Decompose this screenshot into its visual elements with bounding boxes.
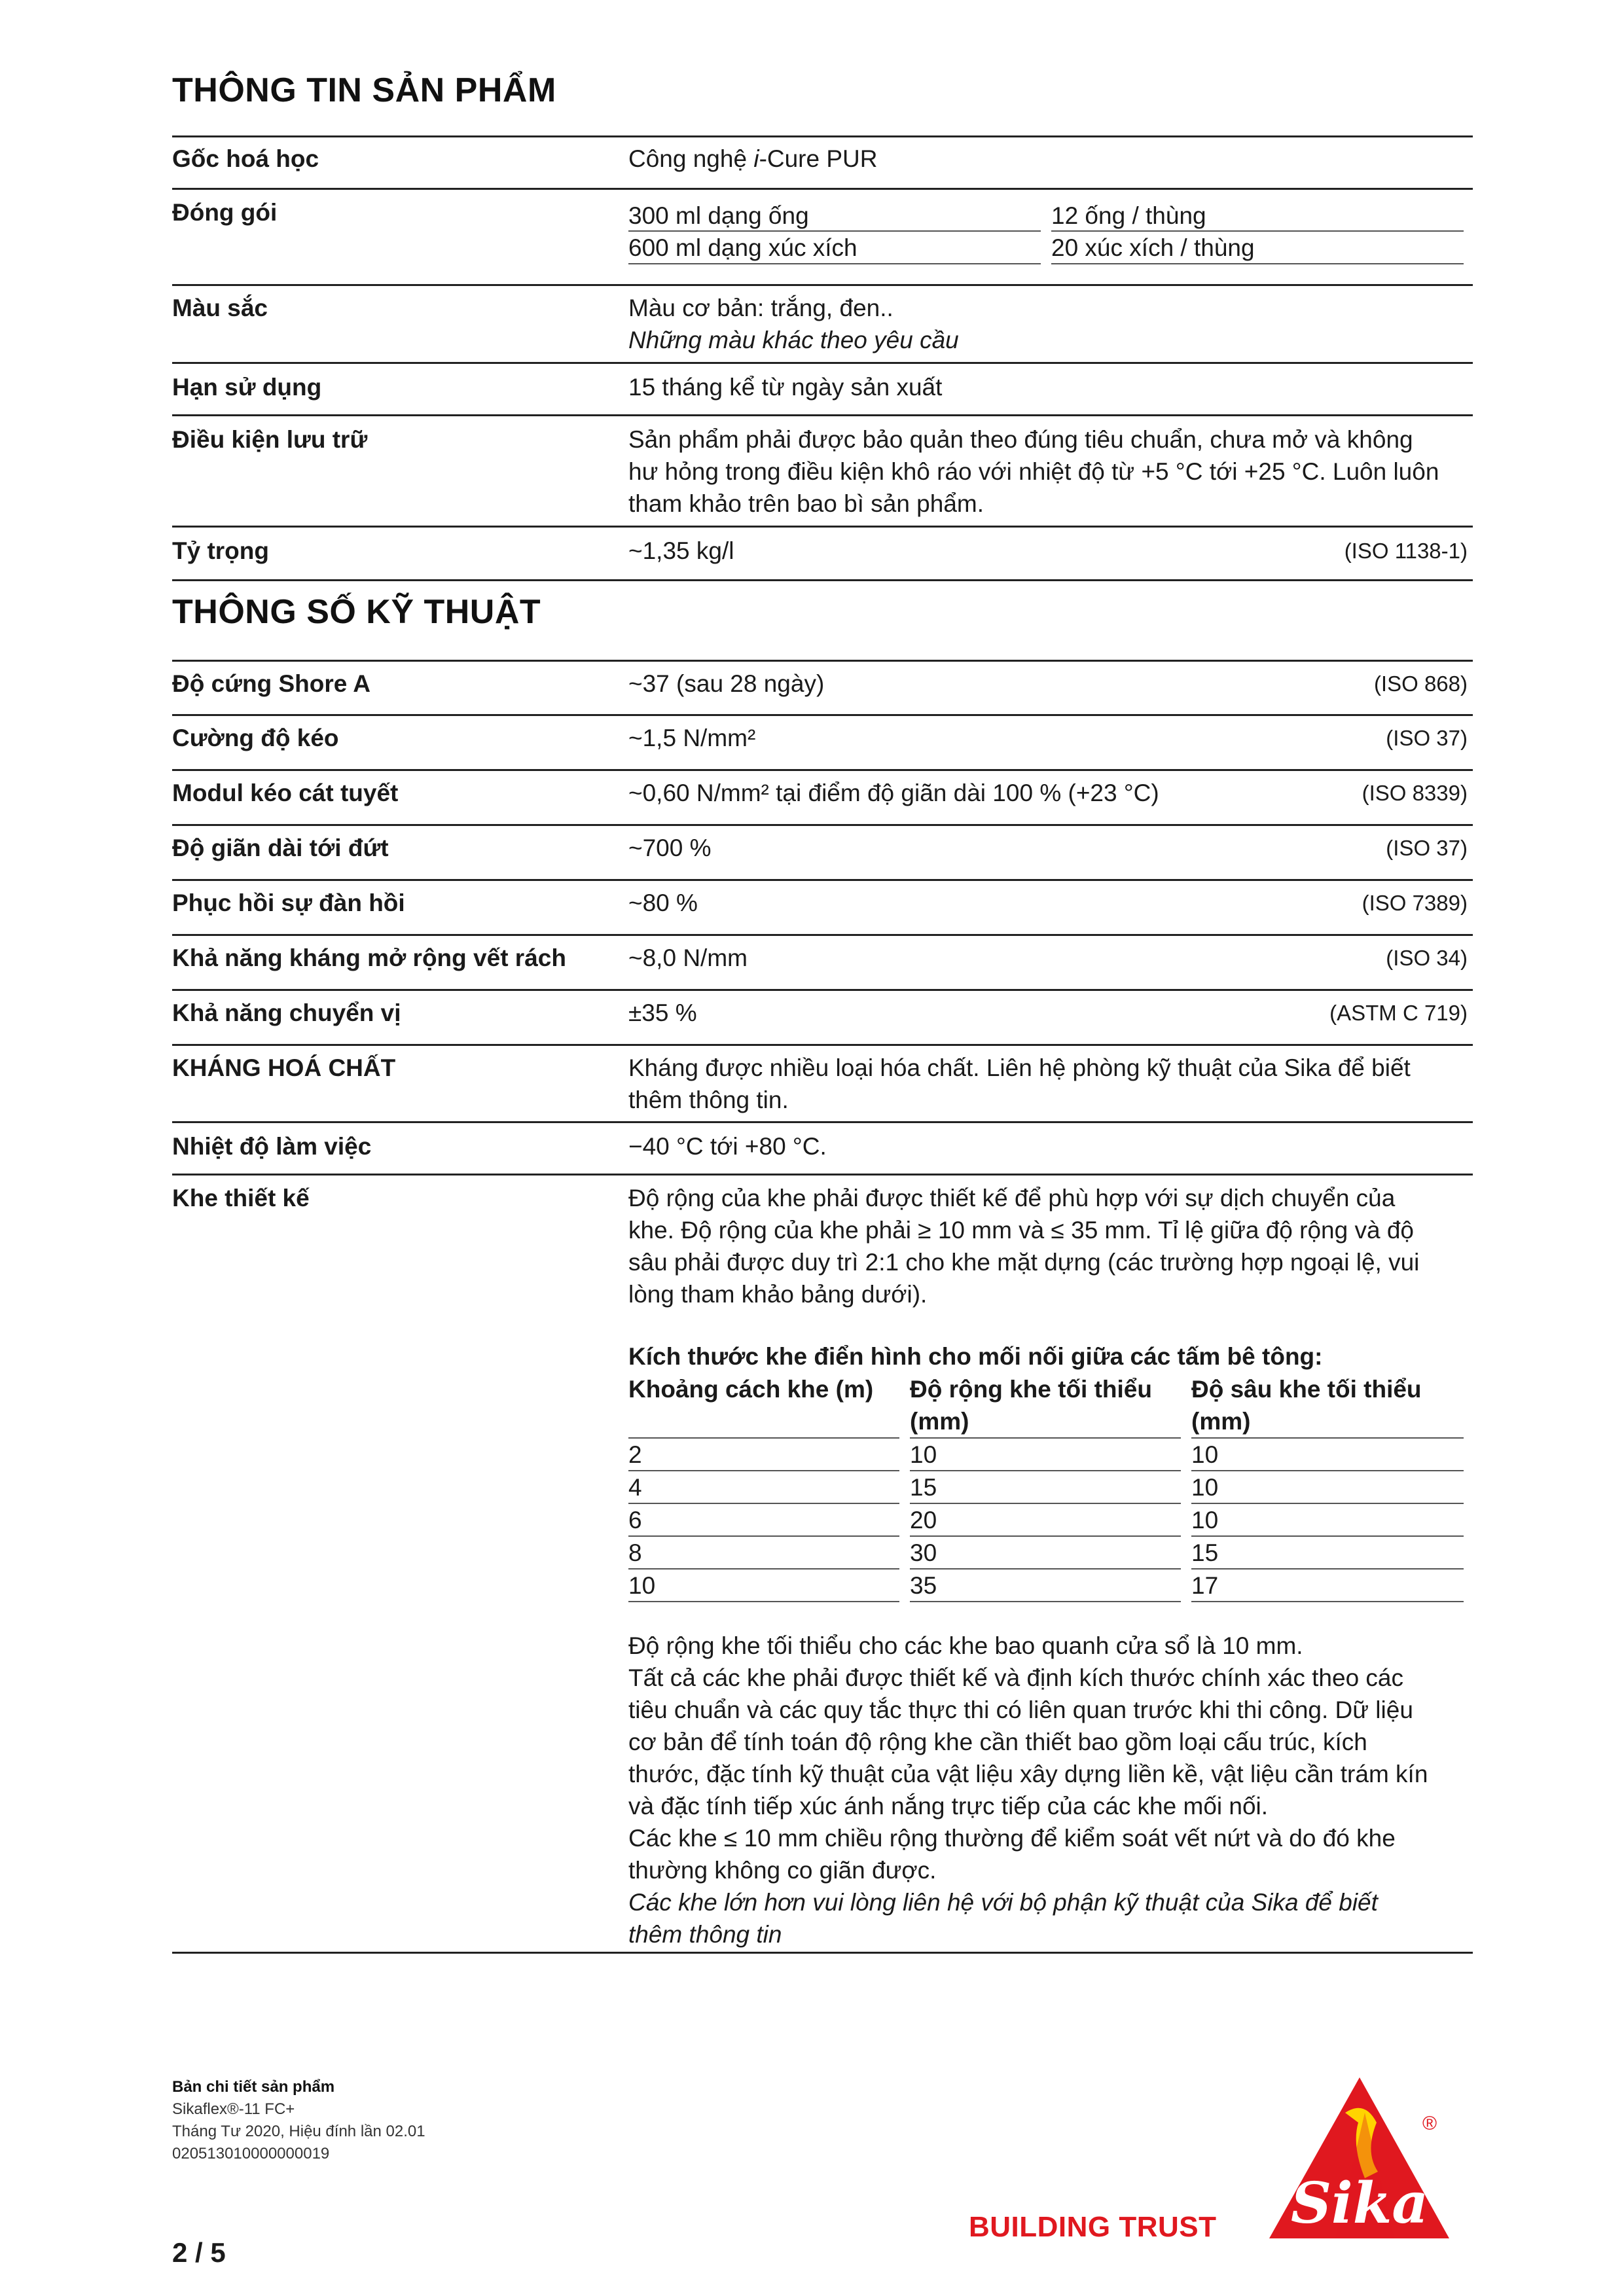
value-elastic-recovery: ~80 %	[628, 889, 698, 916]
standard-density: (ISO 1138-1)	[1344, 539, 1468, 563]
table-cell-width: 35	[910, 1572, 937, 1599]
label-density: Tỷ trọng	[172, 537, 269, 564]
divider	[910, 1535, 1181, 1537]
divider	[1191, 1601, 1464, 1602]
section-title-technical: THÔNG SỐ KỸ THUẬT	[172, 593, 541, 631]
value-joint-design: Độ rộng của khe phải được thiết kế để phù hợp với sự dịch chuyển của khe. Độ rộng của khe phải ≥ 10 mm và ≤ 35 mm. Tỉ lệ giữa độ rộng và độ sâu phải được duy trì 2:1 cho khe mặt dựng (các trường hợp ngoại lệ, vui lòng tham khảo bảng dưới).	[628, 1185, 1420, 1308]
divider	[1191, 1568, 1464, 1570]
divider	[628, 1503, 899, 1504]
table-cell-width: 15	[910, 1474, 937, 1501]
divider	[172, 1121, 1473, 1123]
value-secant-modulus: ~0,60 N/mm² tại điểm độ giãn dài 100 % (+23 °C)	[628, 780, 1159, 806]
label-shore-hardness: Độ cứng Shore A	[172, 670, 370, 697]
label-movement-capability: Khả năng chuyển vị	[172, 999, 401, 1026]
table-header-width: Độ rộng khe tối thiểu (mm)	[910, 1376, 1152, 1435]
footer-product: Sikaflex®-11 FC+	[172, 2100, 295, 2118]
divider	[172, 579, 1473, 581]
label-elongation: Độ giãn dài tới đứt	[172, 834, 389, 861]
value-color: Màu cơ bản: trắng, đen.. Những màu khác theo yêu cầu	[628, 295, 959, 353]
divider	[172, 526, 1473, 528]
table-cell-depth: 10	[1191, 1441, 1219, 1468]
divider	[172, 362, 1473, 364]
divider	[1191, 1503, 1464, 1504]
divider	[1191, 1437, 1464, 1439]
divider	[172, 284, 1473, 286]
divider	[1191, 1470, 1464, 1471]
footer-doc-type: Bản chi tiết sản phẩm	[172, 2078, 335, 2096]
table-cell-distance: 6	[628, 1507, 642, 1534]
divider	[172, 879, 1473, 881]
sika-logo	[1267, 2073, 1463, 2244]
table-cell-distance: 4	[628, 1474, 642, 1501]
page-number: 2 / 5	[172, 2237, 226, 2268]
divider	[910, 1601, 1181, 1602]
table-cell-distance: 8	[628, 1539, 642, 1566]
value-chemical-base: Công nghệ i-Cure PUR	[628, 145, 878, 172]
divider	[172, 934, 1473, 936]
section-title-product-info: THÔNG TIN SẢN PHẨM	[172, 71, 556, 109]
registered-mark: ®	[1422, 2113, 1437, 2134]
divider	[172, 714, 1473, 716]
divider	[910, 1470, 1181, 1471]
label-joint-design: Khe thiết kế	[172, 1185, 310, 1211]
footer-revision: Tháng Tư 2020, Hiệu đính lần 02.01	[172, 2123, 425, 2140]
label-secant-modulus: Modul kéo cát tuyết	[172, 780, 399, 806]
divider	[628, 1535, 899, 1537]
divider	[628, 1601, 899, 1602]
joint-design-notes: Độ rộng khe tối thiểu cho các khe bao quanh cửa sổ là 10 mm. Tất cả các khe phải được thiết kế và định kích thước chính xác theo các tiêu chuẩn và các quy tắc thực thi có liên quan trước khi thi công. Dữ liệu cơ bản để tính toán độ rộng khe cần thiết bao gồm loại cấu trúc, kích thước, đặc tính kỹ thuật của vật liệu xây dựng liền kề, vật liệu cần trám kín và đặc tính tiếp xúc ánh nắng trực tiếp của các khe mối nối. Các khe ≤ 10 mm chiều rộng thường để kiểm soát vết nứt và do đó khe thường không co giãn được. Các khe lớn hơn vui lòng liên hệ với bộ phận kỹ thuật của Sika để biết thêm thông tin	[628, 1632, 1428, 1948]
value-density: ~1,35 kg/l	[628, 537, 734, 564]
table-cell-depth: 17	[1191, 1572, 1219, 1599]
table-cell-depth: 10	[1191, 1474, 1219, 1501]
divider	[172, 1174, 1473, 1175]
standard-secant-modulus: (ISO 8339)	[1362, 781, 1468, 805]
value-tear-resistance: ~8,0 N/mm	[628, 944, 748, 971]
value-chemical-resistance: Kháng được nhiều loại hóa chất. Liên hệ phòng kỹ thuật của Sika để biết thêm thông tin.	[628, 1054, 1411, 1113]
value-storage: Sản phẩm phải được bảo quản theo đúng tiêu chuẩn, chưa mở và không hư hỏng trong điều kiện khô ráo với nhiệt độ từ +5 °C tới +25 °C. Luôn luôn tham khảo trên bao bì sản phẩm.	[628, 426, 1439, 517]
divider	[1051, 263, 1464, 264]
standard-tear-resistance: (ISO 34)	[1386, 946, 1468, 970]
divider	[172, 989, 1473, 991]
divider	[172, 135, 1473, 137]
pack-qty: 12 ống / thùng	[1051, 202, 1206, 229]
table-cell-width: 30	[910, 1539, 937, 1566]
divider	[628, 1568, 899, 1570]
label-storage: Điều kiện lưu trữ	[172, 426, 368, 453]
label-chemical-resistance: KHÁNG HOÁ CHẤT	[172, 1054, 396, 1081]
value-tensile-strength: ~1,5 N/mm²	[628, 725, 756, 751]
standard-shore-hardness: (ISO 868)	[1373, 672, 1468, 696]
label-tear-resistance: Khả năng kháng mở rộng vết rách	[172, 944, 566, 971]
table-cell-distance: 2	[628, 1441, 642, 1468]
divider	[172, 1952, 1473, 1954]
divider	[628, 1470, 899, 1471]
table-cell-depth: 15	[1191, 1539, 1219, 1566]
value-shore-hardness: ~37 (sau 28 ngày)	[628, 670, 825, 697]
table-cell-depth: 10	[1191, 1507, 1219, 1534]
label-shelf-life: Hạn sử dụng	[172, 374, 322, 401]
divider	[172, 1044, 1473, 1046]
slogan: BUILDING TRUST	[969, 2211, 1217, 2243]
label-packaging: Đóng gói	[172, 199, 278, 226]
pack-qty: 20 xúc xích / thùng	[1051, 234, 1255, 261]
table-cell-width: 20	[910, 1507, 937, 1534]
divider	[910, 1437, 1181, 1439]
table-header-distance: Khoảng cách khe (m)	[628, 1376, 874, 1403]
label-color: Màu sắc	[172, 295, 268, 321]
label-service-temperature: Nhiệt độ làm việc	[172, 1133, 372, 1160]
standard-movement-capability: (ASTM C 719)	[1329, 1001, 1468, 1025]
standard-elastic-recovery: (ISO 7389)	[1362, 891, 1468, 915]
divider	[1191, 1535, 1464, 1537]
divider	[910, 1568, 1181, 1570]
pack-size: 300 ml dạng ống	[628, 202, 809, 229]
label-chemical-base: Gốc hoá học	[172, 145, 319, 172]
value-service-temperature: −40 °C tới +80 °C.	[628, 1133, 827, 1160]
footer-info	[172, 2076, 425, 2165]
divider	[172, 660, 1473, 662]
value-elongation: ~700 %	[628, 834, 712, 861]
pack-size: 600 ml dạng xúc xích	[628, 234, 857, 261]
divider	[172, 824, 1473, 826]
table-cell-width: 10	[910, 1441, 937, 1468]
table-cell-distance: 10	[628, 1572, 656, 1599]
footer-code: 020513010000000019	[172, 2145, 330, 2162]
joint-table-title: Kích thước khe điển hình cho mối nối giữa các tấm bê tông:	[628, 1343, 1323, 1370]
label-tensile-strength: Cường độ kéo	[172, 725, 339, 751]
divider	[172, 188, 1473, 190]
table-header-depth: Độ sâu khe tối thiểu (mm)	[1191, 1376, 1422, 1435]
divider	[628, 263, 1041, 264]
standard-elongation: (ISO 37)	[1386, 836, 1468, 860]
label-elastic-recovery: Phục hồi sự đàn hồi	[172, 889, 405, 916]
divider	[172, 414, 1473, 416]
divider	[628, 1437, 899, 1439]
value-movement-capability: ±35 %	[628, 999, 697, 1026]
standard-tensile-strength: (ISO 37)	[1386, 726, 1468, 750]
divider	[172, 769, 1473, 771]
value-shelf-life: 15 tháng kể từ ngày sản xuất	[628, 374, 943, 401]
logo-text: Sika	[1290, 2170, 1429, 2236]
divider	[910, 1503, 1181, 1504]
